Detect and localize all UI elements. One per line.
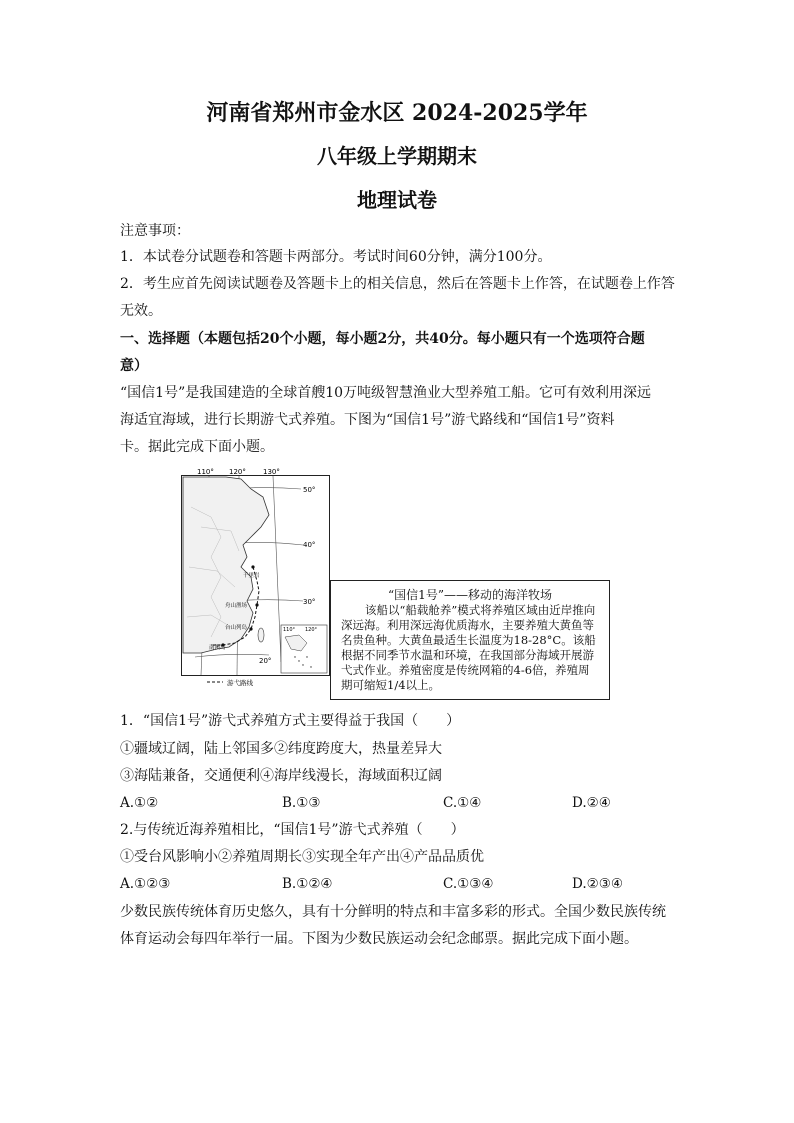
passage2-line: 少数民族传统体育历史悠久，具有十分鲜明的特点和丰富多彩的形式。全国少数民族传统 xyxy=(120,904,666,920)
option-d[interactable]: D.②③④ xyxy=(572,876,623,892)
option-c[interactable]: C.①③④ xyxy=(443,876,494,892)
route-point xyxy=(251,565,254,568)
option-c[interactable]: C.①④ xyxy=(443,795,482,811)
notice-item-2: 2．考生应首先阅读试题卷及答题卡上的相关信息，然后在答题卡上作答，在试题卷上作答 xyxy=(120,276,675,292)
question-2-stem: 2.与传统近海养殖相比，“国信1号”游弋式养殖（ ） xyxy=(120,822,465,838)
passage1-line: 卡。据此完成下面小题。 xyxy=(120,439,274,455)
passage1-line: “国信1号”是我国建造的全球首艘10万吨级智慧渔业大型养殖工船。它可有效利用深远 xyxy=(120,385,652,401)
option-b[interactable]: B.①③ xyxy=(282,795,321,811)
lon-label: 130° xyxy=(263,468,280,476)
option-a[interactable]: A.①②③ xyxy=(120,876,171,892)
info-card-body: 该船以“船载舱养”模式将养殖区域由近岸推向深远海。利用深远海优质海水，主要养殖大黄鱼等名贵鱼种。大黄鱼最适生长温度为18-28°C。该船根据不同季节水温和环境，在我国部分海域开展游弋式作业。养殖密度是传统网箱的4-6倍，养殖周期可缩短1/4以上。 xyxy=(341,603,596,692)
section-heading: 一、选择题（本题包括20个小题，每小题2分，共40分。每小题只有一个选项符合题 xyxy=(120,331,645,347)
place-label: 千里岩 xyxy=(243,573,260,579)
notice-item-1: 1．本试卷分试题卷和答题卡两部分。考试时间60分钟，满分100分。 xyxy=(120,249,552,265)
exam-title-grade: 八年级上学期期末 xyxy=(317,144,477,168)
place-label: 南澳岛 xyxy=(209,645,226,651)
section-heading-cont: 意） xyxy=(120,358,148,374)
place-label: 台山列岛 xyxy=(225,625,248,631)
question-1-stem: 1．“国信1号”游弋式养殖方式主要得益于我国（ ） xyxy=(120,713,461,729)
passage1-line: 海适宜海域，进行长期游弋式养殖。下图为“国信1号”游弋路线和“国信1号”资料 xyxy=(120,412,615,428)
notice-item-2-cont: 无效。 xyxy=(120,303,162,319)
info-card-title: “国信1号”——移动的海洋牧场 xyxy=(388,588,552,602)
question-2-statements: ①受台风影响小②养殖周期长③实现全年产出④产品品质优 xyxy=(120,849,484,865)
inset-lon-label: 120° xyxy=(305,627,318,633)
lat-label: 30° xyxy=(303,598,316,606)
route-map-svg xyxy=(181,467,331,687)
question-1-statements: ①疆域辽阔，陆上邻国多②纬度跨度大，热量差异大 xyxy=(120,741,442,757)
exam-title-subject: 地理试卷 xyxy=(357,188,437,212)
option-d[interactable]: D.②④ xyxy=(572,795,611,811)
taiwan-island xyxy=(258,628,264,642)
place-label: 舟山渔场 xyxy=(225,603,248,609)
route-point xyxy=(255,603,258,606)
lat-label: 40° xyxy=(303,541,316,549)
option-b[interactable]: B.①②④ xyxy=(282,876,333,892)
legend-label: 游弋路线 xyxy=(227,679,253,687)
info-card xyxy=(330,580,610,700)
option-a[interactable]: A.①② xyxy=(120,795,159,811)
passage2-line: 体育运动会每四年举行一届。下图为少数民族运动会纪念邮票。据此完成下面小题。 xyxy=(120,931,638,947)
question-1-statements: ③海陆兼备，交通便利④海岸线漫长，海域面积辽阔 xyxy=(120,768,442,784)
route-point xyxy=(249,627,252,630)
lat-label: 20° xyxy=(259,657,272,665)
lon-label: 120° xyxy=(229,468,246,476)
route-map xyxy=(181,467,331,687)
notice-heading: 注意事项： xyxy=(120,223,190,239)
lon-label: 110° xyxy=(197,468,214,476)
inset-lon-label: 110° xyxy=(283,627,296,633)
lat-label: 50° xyxy=(303,486,316,494)
exam-title-region: 河南省郑州市金水区 2024-2025学年 xyxy=(206,100,588,126)
